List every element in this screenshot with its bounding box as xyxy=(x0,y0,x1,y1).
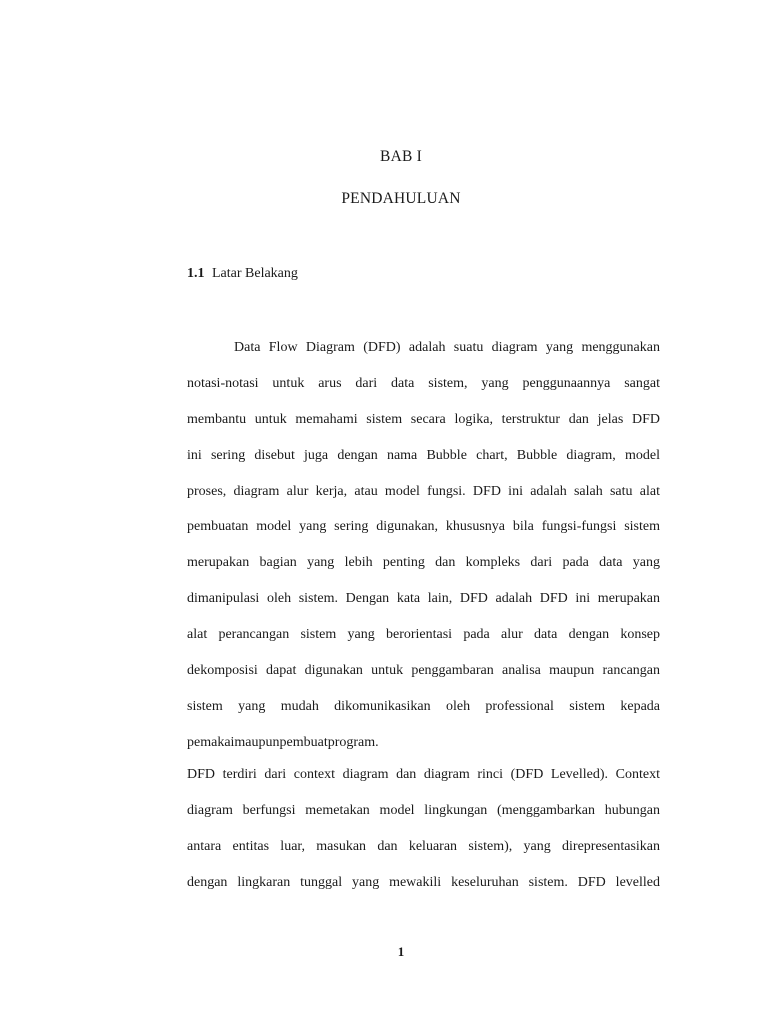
section-number: 1.1 xyxy=(187,266,205,281)
paragraph-dfd-components xyxy=(187,757,660,901)
paragraph-line: diagram berfungsi memetakan model lingkungan (menggambarkan hubungan xyxy=(187,802,660,818)
paragraph-line: antara entitas luar, masukan dan keluaran sistem), yang direpresentasikan xyxy=(187,838,660,854)
paragraph-line: membantu untuk memahami sistem secara logika, terstruktur dan jelas DFD xyxy=(187,411,660,427)
paragraph-line: dengan lingkaran tunggal yang mewakili keseluruhan sistem. DFD levelled xyxy=(187,874,660,890)
paragraph-line: DFD terdiri dari context diagram dan diagram rinci (DFD Levelled). Context xyxy=(187,767,660,782)
paragraph-background xyxy=(187,330,660,761)
paragraph-line: proses, diagram alur kerja, atau model fungsi. DFD ini adalah salah satu alat xyxy=(187,483,660,499)
paragraph-line: ini sering disebut juga dengan nama Bubble chart, Bubble diagram, model xyxy=(187,447,660,463)
section-title: Latar Belakang xyxy=(212,266,298,281)
paragraph-line: merupakan bagian yang lebih penting dan kompleks dari pada data yang xyxy=(187,555,660,571)
paragraph-line: Data Flow Diagram (DFD) adalah suatu diagram yang menggunakan xyxy=(234,340,660,355)
chapter-title: PENDAHULUAN xyxy=(341,190,461,207)
paragraph-line: notasi-notasi untuk arus dari data sistem, yang penggunaannya sangat xyxy=(187,375,660,391)
chapter-number: BAB I xyxy=(380,148,422,165)
paragraph-line: sistem yang mudah dikomunikasikan oleh professional sistem kepada xyxy=(187,698,660,714)
paragraph-line: dimanipulasi oleh sistem. Dengan kata lain, DFD adalah DFD ini merupakan xyxy=(187,591,660,607)
paragraph-line: pembuatan model yang sering digunakan, khususnya bila fungsi-fungsi sistem xyxy=(187,519,660,535)
page-number: 1 xyxy=(397,944,405,959)
paragraph-line: alat perancangan sistem yang berorientasi pada alur data dengan konsep xyxy=(187,627,660,643)
paragraph-line: pemakaimaupunpembuatprogram. xyxy=(187,734,379,750)
section-heading xyxy=(187,266,298,282)
paragraph-line: dekomposisi dapat digunakan untuk penggambaran analisa maupun rancangan xyxy=(187,663,660,679)
